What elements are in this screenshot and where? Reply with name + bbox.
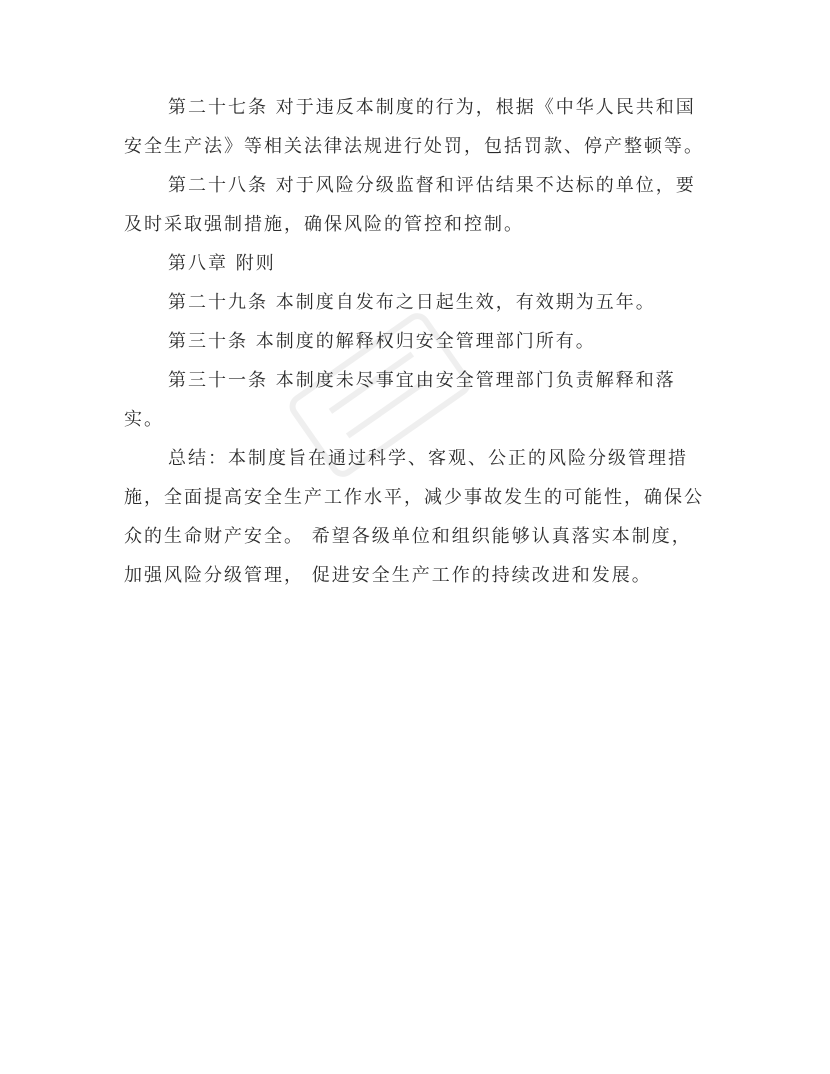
article-28: 第二十八条 对于风险分级监督和评估结果不达标的单位，要及时采取强制措施，确保风险的管控和控制。 [124, 175, 696, 235]
article-29: 第二十九条 本制度自发布之日起生效，有效期为五年。 [168, 292, 656, 313]
document-body [124, 88, 714, 595]
article-27: 第二十七条 对于违反本制度的行为，根据《中华人民共和国安全生产法》等相关法律法规进行处罚，包括罚款、停产整顿等。 [124, 97, 704, 157]
summary-paragraph: 总结：本制度旨在通过科学、客观、公正的风险分级管理措施，全面提高安全生产工作水平，减少事故发生的可能性，确保公众的生命财产安全。 希望各级单位和组织能够认真落实本制度， 加强风险分级管理， 促进安全生产工作的持续改进和发展。 [124, 448, 704, 586]
article-31: 第三十一条 本制度未尽事宜由安全管理部门负责解释和落实。 [124, 370, 676, 430]
article-30: 第三十条 本制度的解释权归安全管理部门所有。 [168, 331, 596, 352]
chapter-8-heading: 第八章 附则 [168, 253, 276, 274]
